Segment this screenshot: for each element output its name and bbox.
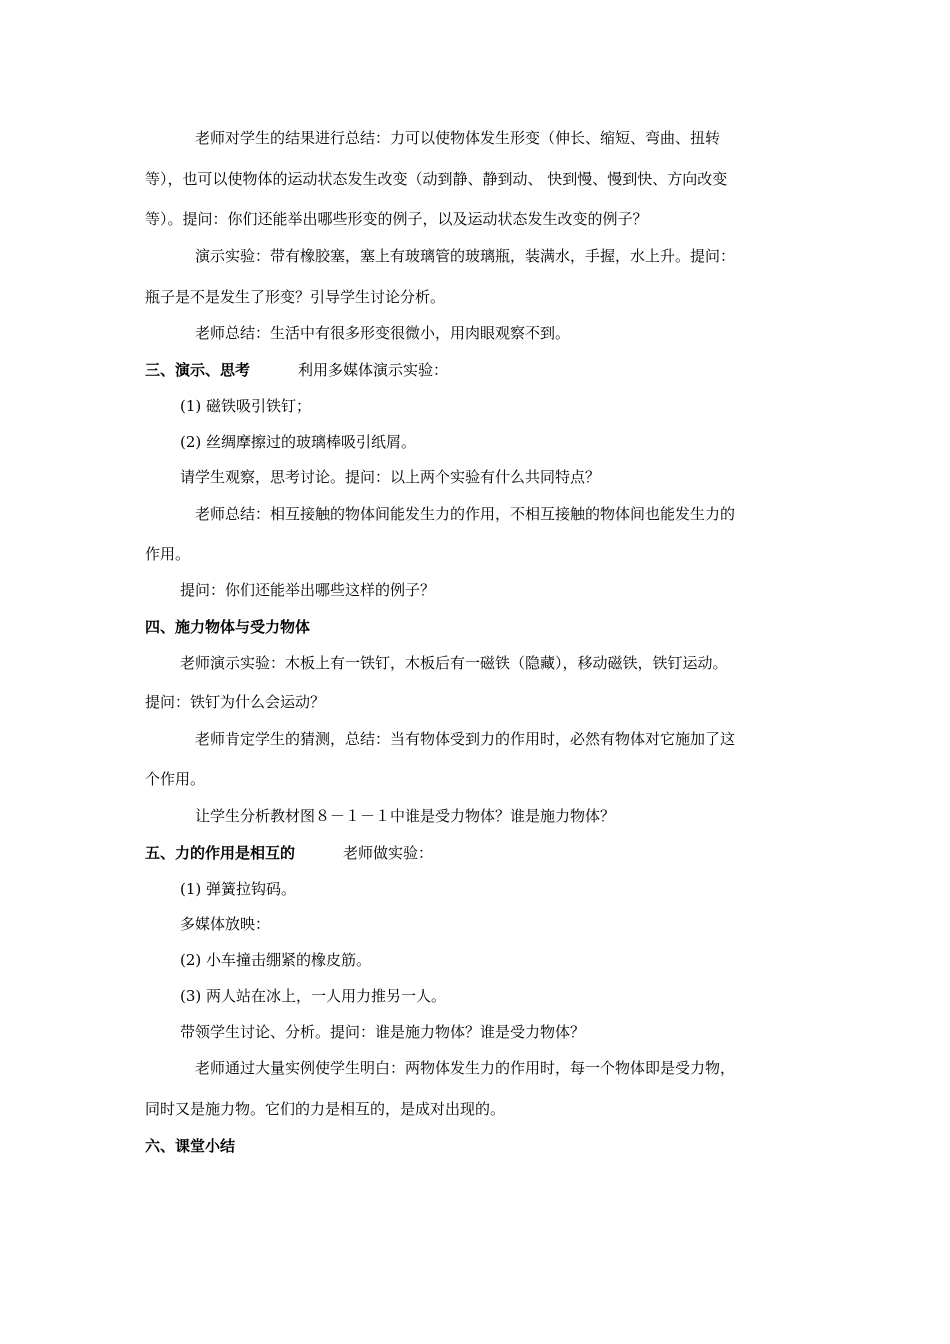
list-item: (1) 磁铁吸引铁钉； xyxy=(180,397,312,415)
list-item: (3) 两人站在冰上，一人用力推另一人。 xyxy=(180,987,447,1005)
section-heading-6: 六、课堂小结 xyxy=(145,1137,236,1155)
paragraph-line: 等），也可以使物体的运动状态发生改变（动到静、静到动、 快到慢、慢到快、方向改变 xyxy=(145,170,728,188)
paragraph-line: 老师通过大量实例使学生明白：两物体发生力的作用时，每一个物体即是受力物， xyxy=(195,1059,736,1077)
list-item: (2) 丝绸摩擦过的玻璃棒吸引纸屑。 xyxy=(180,433,417,451)
paragraph-line: 同时又是施力物。它们的力是相互的，是成对出现的。 xyxy=(145,1100,506,1118)
list-item: (1) 弹簧拉钩码。 xyxy=(180,880,297,898)
paragraph-line: 演示实验：带有橡胶塞，塞上有玻璃管的玻璃瓶，装满水，手握，水上升。提问： xyxy=(195,247,736,265)
paragraph-line: 老师肯定学生的猜测，总结：当有物体受到力的作用时，必然有物体对它施加了这 xyxy=(195,730,736,748)
paragraph-line: 作用。 xyxy=(145,545,191,563)
paragraph-line: 等）。提问：你们还能举出哪些形变的例子，以及运动状态发生改变的例子？ xyxy=(145,210,648,228)
paragraph-line: 让学生分析教材图８－１－１中谁是受力物体？谁是施力物体？ xyxy=(195,807,616,825)
paragraph-line: 多媒体放映： xyxy=(180,915,271,933)
section-title: 五、力的作用是相互的 xyxy=(145,844,296,862)
paragraph-line: 个作用。 xyxy=(145,770,206,788)
paragraph-line: 带领学生讨论、分析。提问：谁是施力物体？谁是受力物体？ xyxy=(180,1023,586,1041)
paragraph-line: 瓶子是不是发生了形变？引导学生讨论分析。 xyxy=(145,288,446,306)
paragraph-line: 老师总结：生活中有很多形变很微小，用肉眼观察不到。 xyxy=(195,324,571,342)
section-heading-4: 四、施力物体与受力物体 xyxy=(145,618,311,636)
paragraph-line: 老师演示实验：木板上有一铁钉，木板后有一磁铁（隐藏），移动磁铁，铁钉运动。 xyxy=(180,654,728,672)
section-heading-3 xyxy=(145,360,448,380)
paragraph-line: 提问：你们还能举出哪些这样的例子？ xyxy=(180,581,436,599)
paragraph-line: 老师总结：相互接触的物体间能发生力的作用，不相互接触的物体间也能发生力的 xyxy=(195,505,736,523)
section-note: 利用多媒体演示实验： xyxy=(298,361,449,379)
paragraph-line: 请学生观察，思考讨论。提问：以上两个实验有什么共同特点？ xyxy=(180,468,601,486)
section-heading-5 xyxy=(145,843,433,863)
section-title: 三、演示、思考 xyxy=(145,361,251,379)
paragraph-line: 提问：铁钉为什么会运动？ xyxy=(145,693,326,711)
section-note: 老师做实验： xyxy=(343,844,434,862)
list-item: (2) 小车撞击绷紧的橡皮筋。 xyxy=(180,951,372,969)
paragraph-line: 老师对学生的结果进行总结：力可以使物体发生形变（伸长、缩短、弯曲、扭转 xyxy=(195,129,721,147)
